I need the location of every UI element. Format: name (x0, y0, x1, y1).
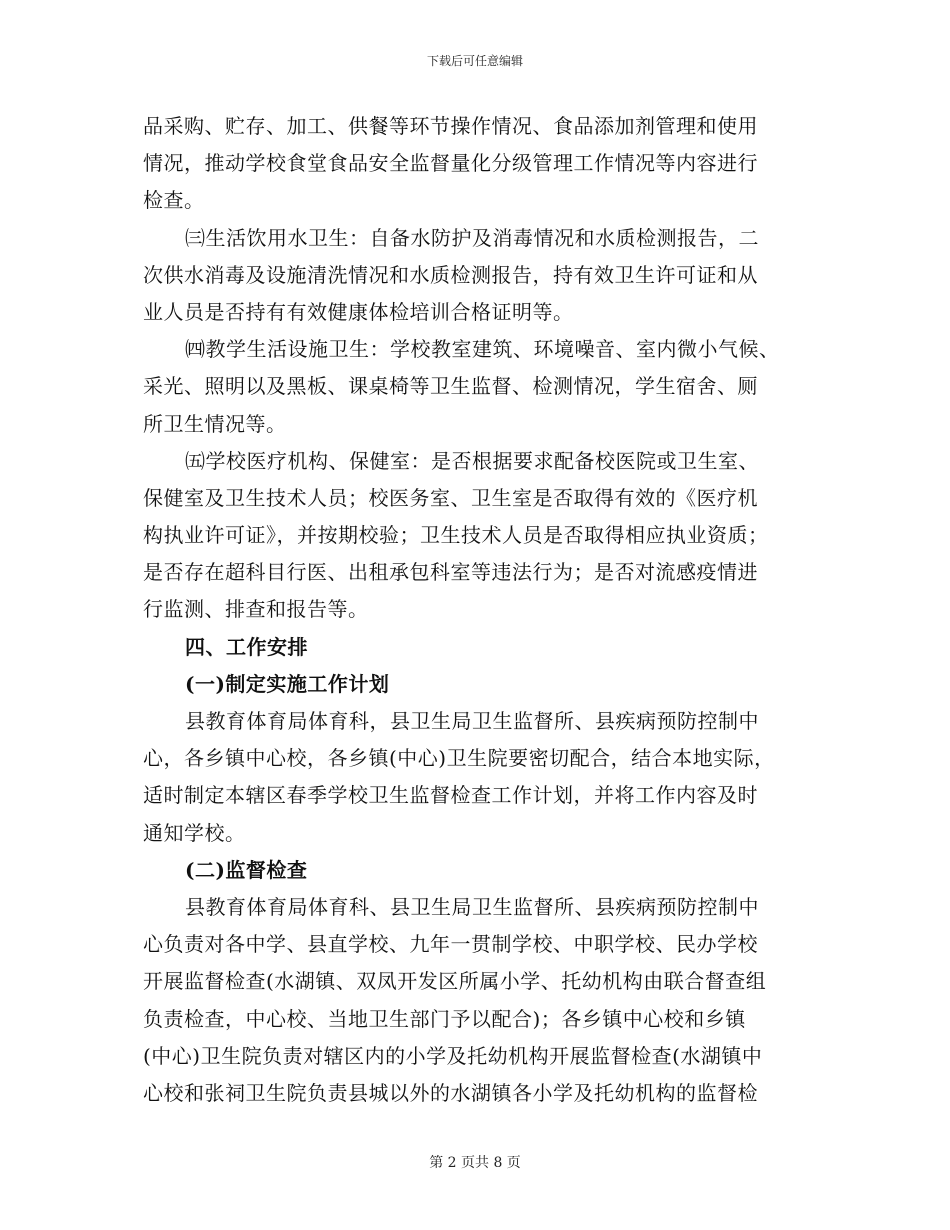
text-line: 行监测、排查和报告等。 (143, 597, 369, 622)
page-footer: 第 2 页共 8 页 (429, 1155, 521, 1171)
text-line: ㈤学校医疗机构、保健室：是否根据要求配备校医院或卫生室、 (185, 448, 759, 473)
section-heading: (二)监督检查 (185, 857, 308, 882)
text-line: 采光、照明以及黑板、课桌椅等卫生监督、检测情况，学生宿舍、厕 (143, 374, 758, 399)
section-heading: (一)制定实施工作计划 (185, 671, 390, 696)
text-line: 县教育体育局体育科，县卫生局卫生监督所、县疾病预防控制中 (185, 709, 759, 733)
section-heading: 四、工作安排 (185, 634, 308, 659)
text-line: 构执业许可证》，并按期校验；卫生技术人员是否取得相应执业资质； (143, 523, 769, 548)
text-line: 保健室及卫生技术人员；校医务室、卫生室是否取得有效的《医疗机 (143, 485, 758, 510)
text-line: 是否存在超科目行医、出租承包科室等违法行为；是否对流感疫情进 (143, 560, 758, 585)
text-line: 县教育体育局体育科、县卫生局卫生监督所、县疾病预防控制中 (185, 894, 759, 919)
text-line: 通知学校。 (143, 820, 246, 845)
text-line: ㈣教学生活设施卫生：学校教室建筑、环境噪音、室内微小气候、 (185, 337, 780, 362)
text-line: 所卫生情况等。 (143, 411, 287, 436)
text-line: 检查。 (143, 188, 205, 213)
text-line: 次供水消毒及设施清洗情况和水质检测报告，持有效卫生许可证和从 (143, 262, 758, 287)
text-line: 心校和张祠卫生院负责县城以外的水湖镇各小学及托幼机构的监督检 (143, 1080, 758, 1105)
text-line: (中心)卫生院负责对辖区内的小学及托幼机构开展监督检查(水湖镇中 (143, 1043, 763, 1068)
text-line: 情况，推动学校食堂食品安全监督量化分级管理工作情况等内容进行 (143, 151, 758, 176)
text-line: 品采购、贮存、加工、供餐等环节操作情况、食品添加剂管理和使用 (143, 114, 758, 138)
body-text (143, 108, 803, 1112)
text-line: 开展监督检查(水湖镇、双凤开发区所属小学、托幼机构由联合督查组 (143, 969, 767, 994)
text-line: 心，各乡镇中心校，各乡镇(中心)卫生院要密切配合，结合本地实际， (143, 746, 775, 771)
text-line: 适时制定本辖区春季学校卫生监督检查工作计划，并将工作内容及时 (143, 783, 758, 808)
text-line: 业人员是否持有有效健康体检培训合格证明等。 (143, 299, 574, 324)
page-header: 下载后可任意编辑 (426, 54, 523, 68)
text-line: 心负责对各中学、县直学校、九年一贯制学校、中职学校、民办学校 (143, 932, 758, 957)
text-line: ㈢生活饮用水卫生：自备水防护及消毒情况和水质检测报告，二 (185, 225, 759, 250)
text-line: 负责检查，中心校、当地卫生部门予以配合)；各乡镇中心校和乡镇 (143, 1006, 746, 1031)
